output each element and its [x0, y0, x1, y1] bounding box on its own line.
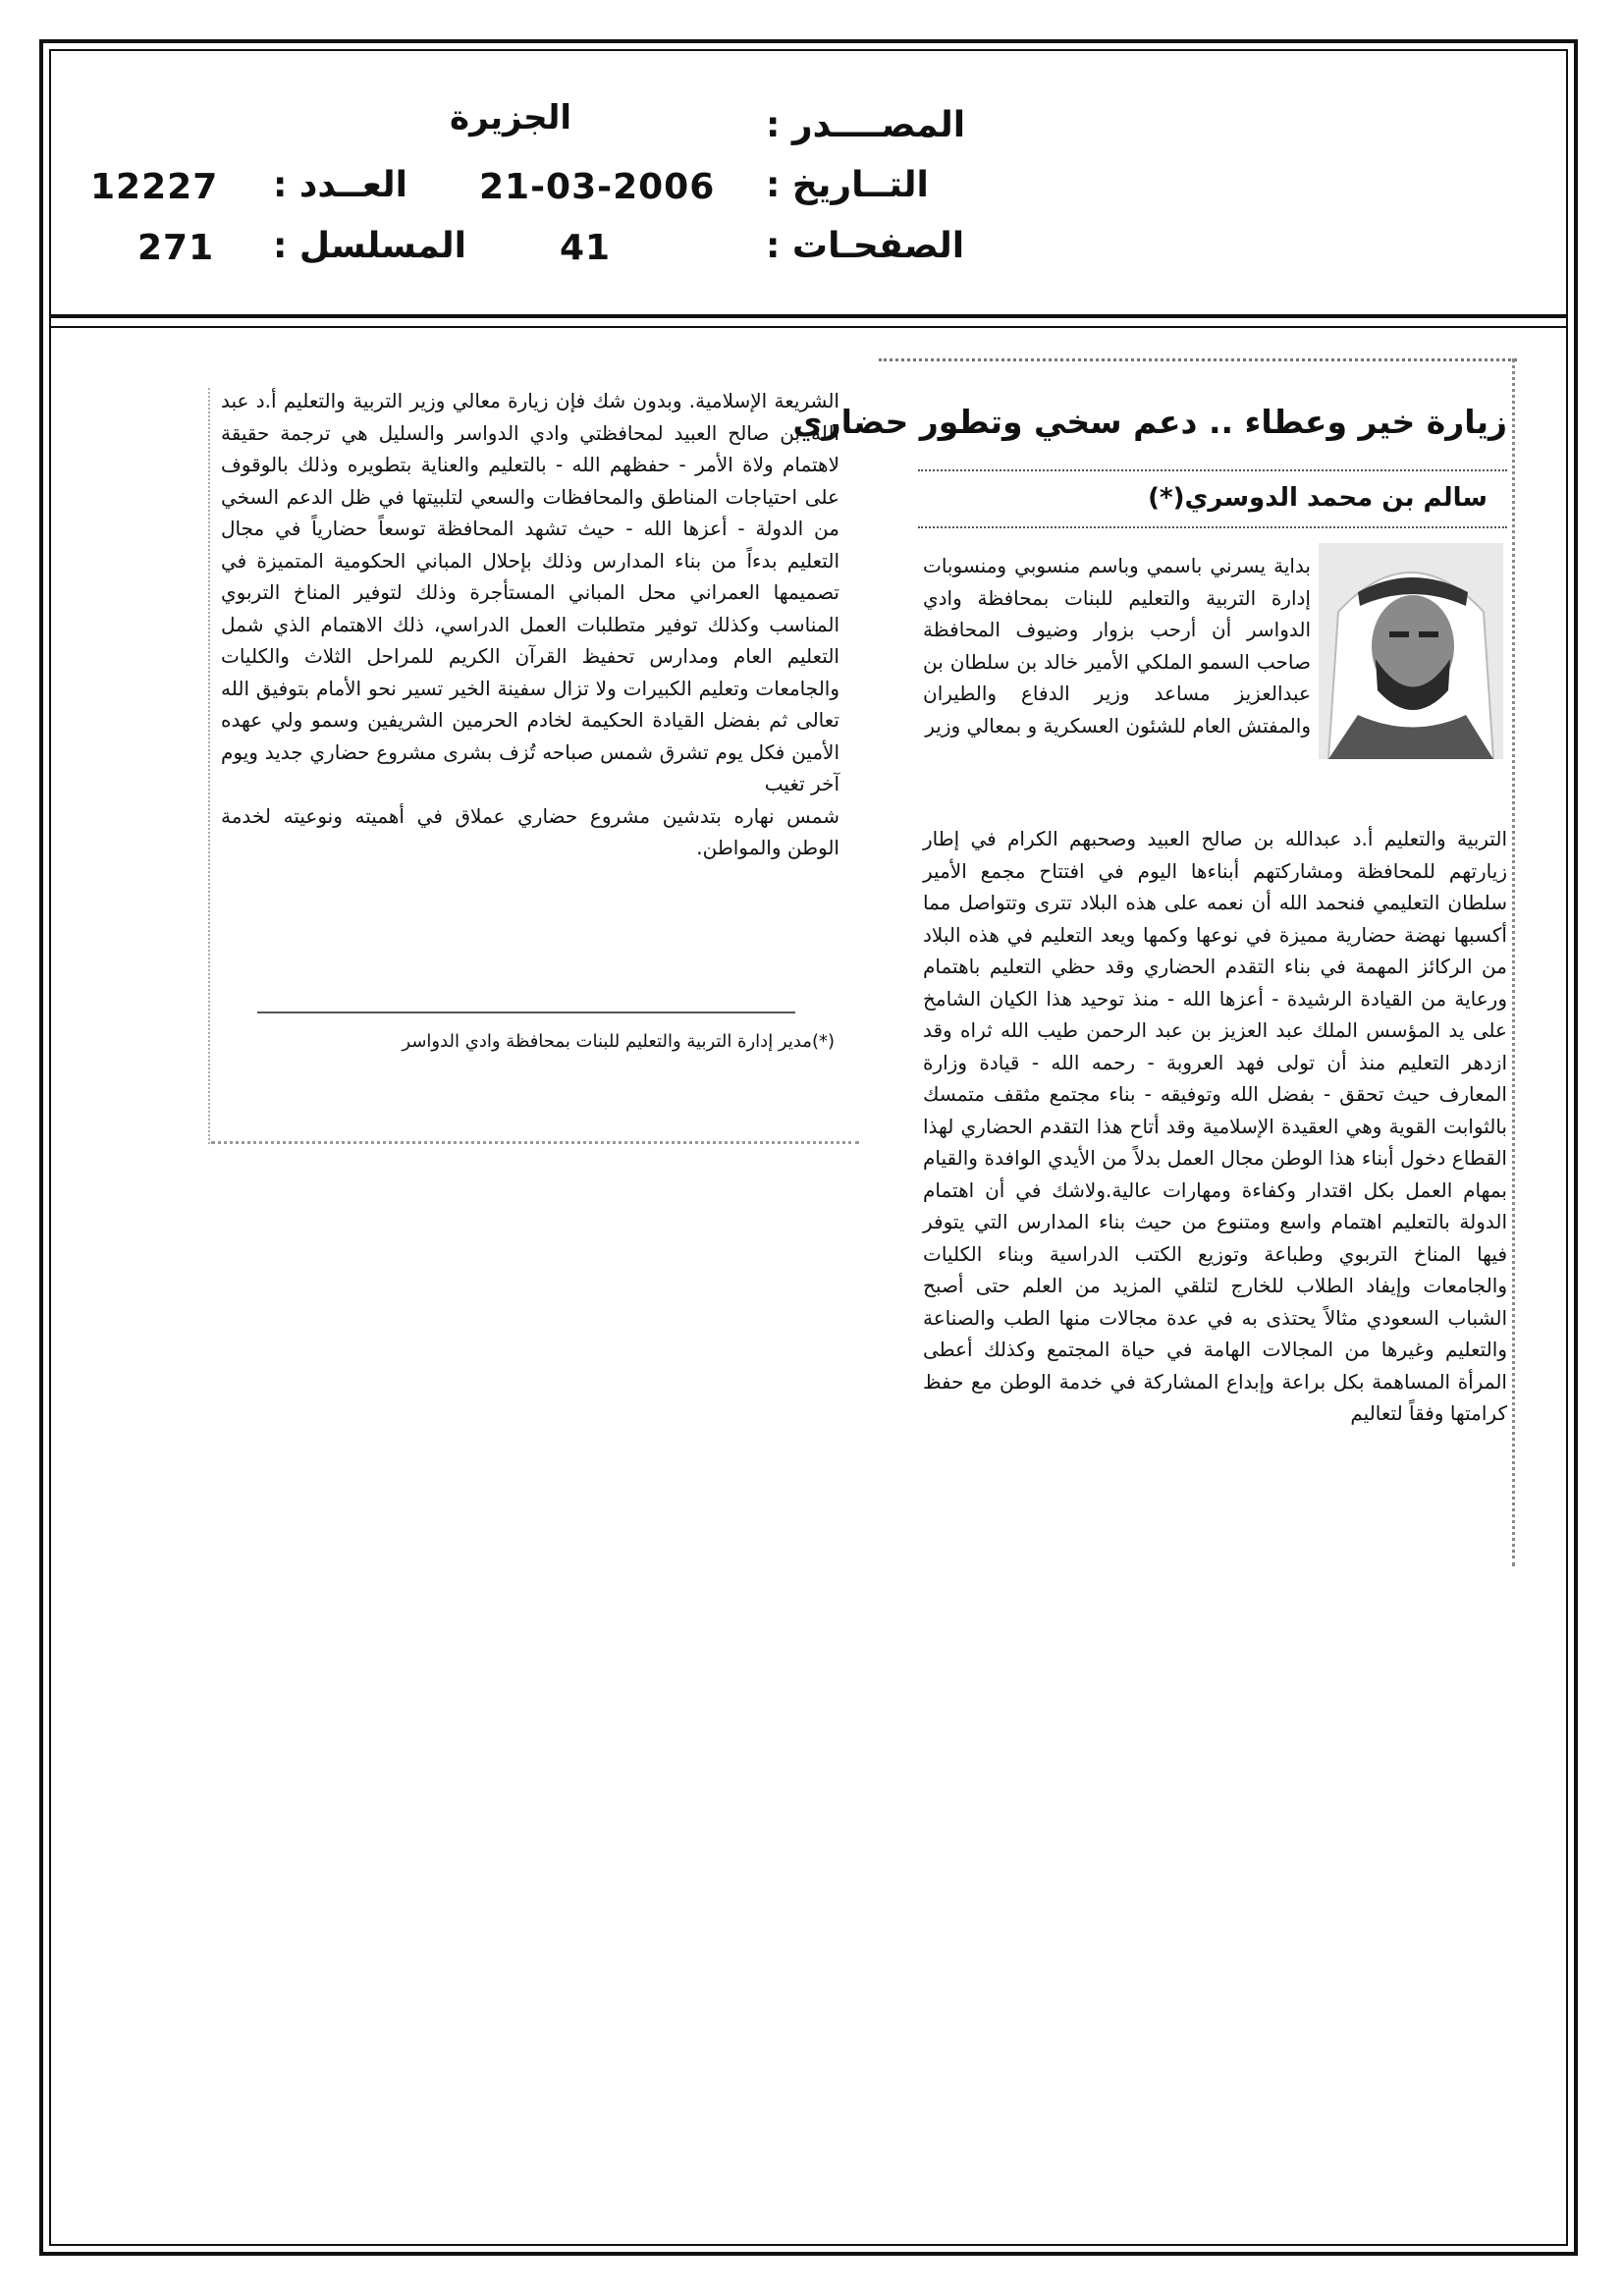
clipping-edge-bottom: [211, 1141, 859, 1144]
serial-label: المسلسل :: [273, 226, 467, 266]
clipping-edge-right: [1512, 358, 1515, 1566]
article-column-intro: [923, 550, 1311, 741]
pages-label: الصفحـات :: [766, 226, 965, 266]
date-label: التــاريخ :: [766, 165, 929, 205]
article-column-left: [221, 385, 839, 864]
left-paragraph-end: شمس نهاره بتدشين مشروع حضاري عملاق في أهميته ونوعيته لخدمة الوطن والمواطن.: [221, 803, 839, 859]
footnote: (*)مدير إدارة التربية والتعليم للبنات بمحافظة وادي الدواسر: [402, 1031, 835, 1052]
source-value: الجزيرة: [450, 98, 572, 137]
clipping-edge-top: [879, 358, 1517, 361]
article-title: زيارة خير وعطاء .. دعم سخي وتطور حضاري: [792, 403, 1507, 441]
date-value: 21-03-2006: [479, 167, 716, 207]
byline-rule-top: [918, 469, 1507, 471]
source-label: المصــــدر :: [766, 105, 966, 145]
issue-value: 12227: [90, 167, 219, 207]
main-paragraph: التربية والتعليم أ.د عبدالله بن صالح العبيد وصحبهم الكرام في إطار زيارتهم للمحافظة ومشاركتهم أبناءها اليوم في افتتاح مجمع الأمير سلطان التعليمي فنحمد الله أن نعمه على هذه البلاد تترى وتتواصل مما أكسبها نهضة حضارية مميزة في نوعها وكمها ويعد التعليم في هذه البلاد من الركائز المهمة في بناء التقدم الحضاري وقد حظي التعليم باهتمام ورعاية من القيادة الرشيدة - أعزها الله - منذ توحيد هذا الكيان الشامخ على يد المؤسس الملك عبد العزيز بن عبد الرحمن طيب الله ثراه وقد ازدهر التعليم منذ أن تولى فهد العروبة - رحمه الله - قيادة وزارة المعارف حيث تحقق - بفضل الله وتوفيقه - بناء مجتمع مثقف متمسك بالثوابت القوية وهي العقيدة الإسلامية وقد أتاح هذا التقدم الحضاري لهذا القطاع دخول أبناء هذا الوطن مجال العمل بدلاً من الأيدي الوافدة والقيام بمهام العمل بكل اقتدار وكفاءة ومهارات عالية.ولاشك في أن اهتمام الدولة بالتعليم اهتمام واسع ومتنوع من حيث بناء المدارس التي يتوفر فيها المناخ التربوي وطباعة وتوزيع الكتب الدراسية وبناء الكليات والجامعات وإيفاد الطلاب للخارج لتلقي المزيد من العلم حتى أصبح الشباب السعودي مثالاً يحتذى به في عدة مجالات منها الطب والصناعة والتعليم وغيرها من المجالات الهامة في حياة المجتمع وكذلك أعطى المرأة المساهمة بكل براعة وإبداع المشاركة في خدمة الوطن مع حفظ كرامتها وفقاً لتعاليم: [923, 827, 1507, 1425]
intro-paragraph: بداية يسرني باسمي وباسم منسوبي ومنسوبات إدارة التربية والتعليم للبنات بمحافظة وادي الدواسر أن أرحب بزوار وضيوف المحافظة صاحب السمو الملكي الأمير خالد بن سلطان بن عبدالعزيز مساعد وزير الدفاع والطيران والمفتش العام للشئون العسكرية و بمعالي وزير: [923, 554, 1311, 738]
issue-label: العــدد :: [273, 165, 407, 205]
footnote-rule: [257, 1011, 795, 1013]
left-paragraph: الشريعة الإسلامية. وبدون شك فإن زيارة معالي وزير التربية والتعليم أ.د عبد الله بن صالح العبيد لمحافظتي وادي الدواسر والسليل هي ترجمة حقيقة لاهتمام ولاة الأمر - حفظهم الله - بالتعليم والعناية بتطويره وذلك بالوقوف على احتياجات المناطق والمحافظات والسعي لتلبيتها في ظل الدعم السخي من الدولة - أعزها الله - حيث تشهد المحافظة توسعاً حضارياً في مجال التعليم بدءاً من بناء المدارس وذلك بإحلال المباني الحكومية المتميزة في تصميمها العمراني محل المباني المستأجرة وذلك لتوفير المناخ التربوي المناسب وكذلك توفير متطلبات العمل الدراسي، ذلك الاهتمام الذي شمل التعليم العام ومدارس تحفيظ القرآن الكريم للمراحل الثلاث والكليات والجامعات وتعليم الكبيرات ولا تزال سفينة الخير تسير نحو الأمام بتوفيق الله تعالى ثم بفضل القيادة الحكيمة لخادم الحرمين الشريفين وسمو ولي عهده الأمين فكل يوم تشرق شمس صباحه تُزف بشرى مشروع حضاري جديد ويوم آخر تغيب: [221, 389, 839, 795]
article-byline: سالم بن محمد الدوسري(*): [1148, 483, 1488, 513]
clipping-edge-left: [208, 388, 210, 1144]
header-divider-thin: [49, 326, 1568, 328]
serial-value: 271: [137, 228, 215, 268]
byline-rule-bottom: [918, 526, 1507, 528]
header-divider: [49, 314, 1568, 318]
pages-value: 41: [560, 228, 612, 268]
article-column-right: [923, 823, 1507, 1430]
author-photo: [1319, 543, 1503, 759]
